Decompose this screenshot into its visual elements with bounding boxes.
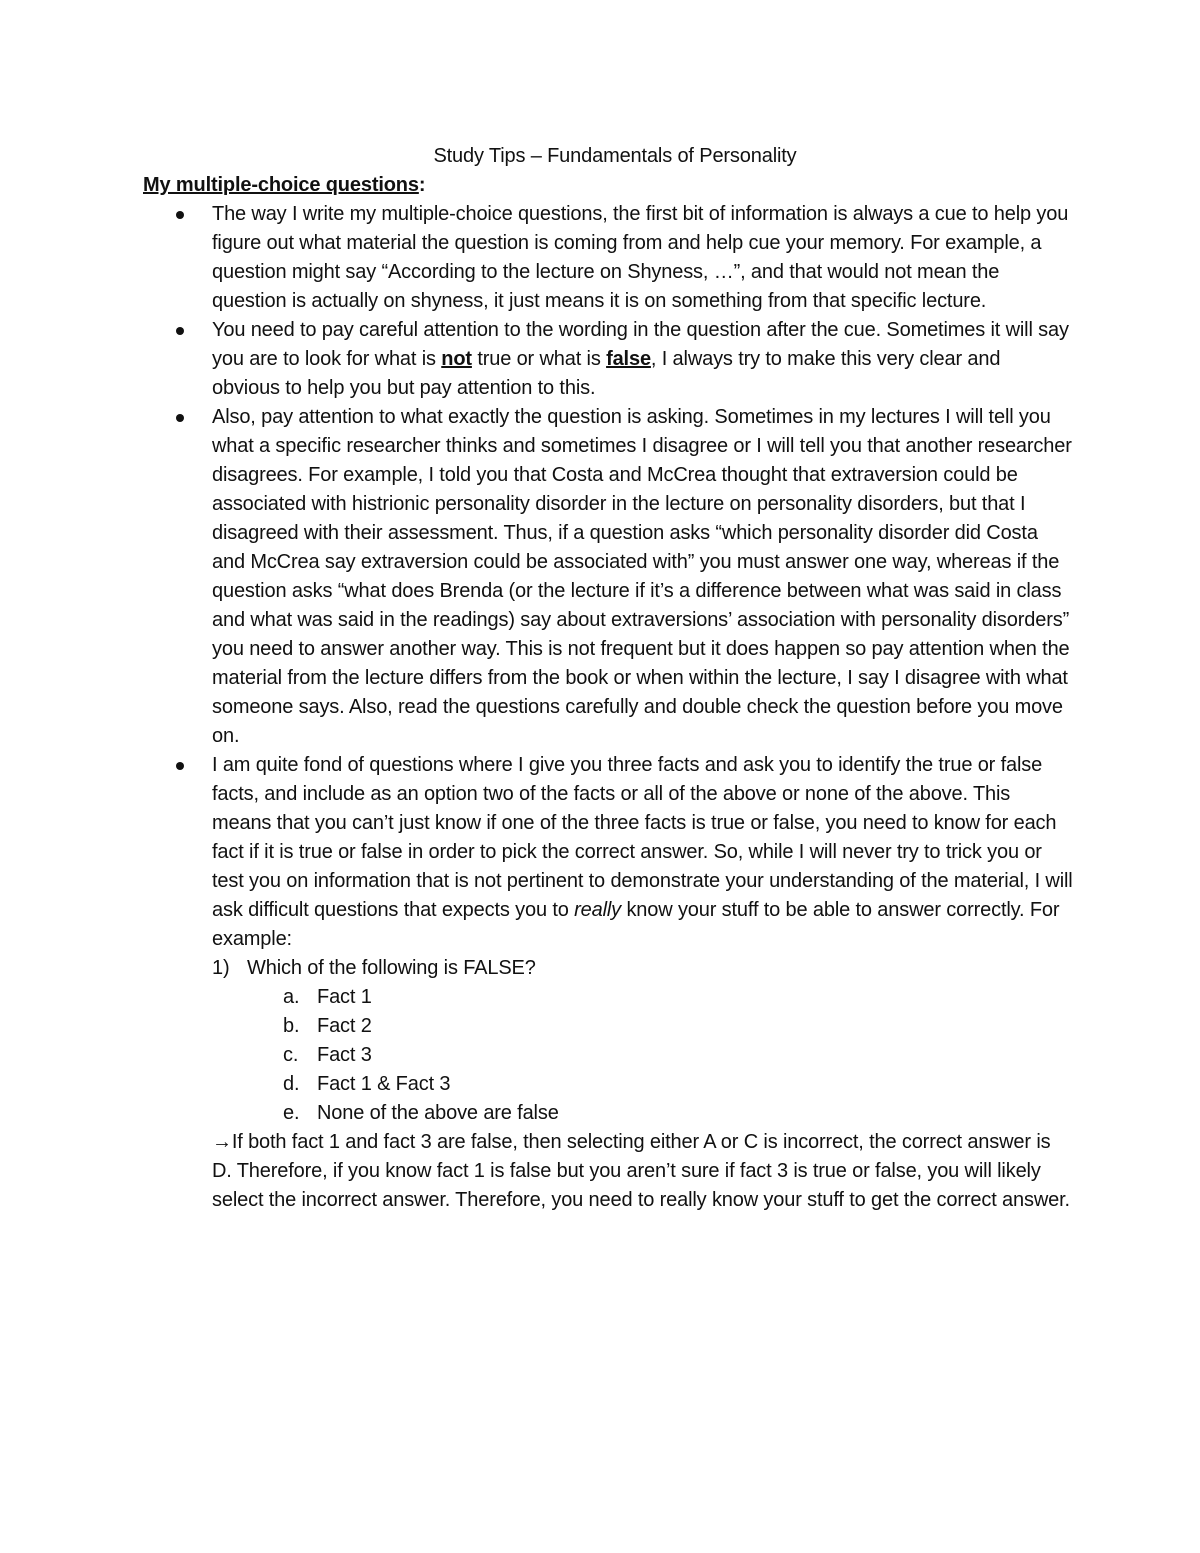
bullet-icon (176, 327, 184, 335)
bullet-icon (176, 211, 184, 219)
tip-text: Also, pay attention to what exactly the question is asking. Sometimes in my lectures I will tell you what a specific researcher thinks and sometimes I disagree or I will tell you that another researcher disagrees. For example, I told you that Costa and McCrea thought that extraversion could be associated with histrionic personality disorder in the lecture on personality disorders, but that I disagreed with their assessment. Thus, if a question asks “which personality disorder did Costa and McCrea say extraversion could be associated with” you must answer one way, whereas if the question asks “what does Brenda (or the lecture if it’s a difference between what was said in class and what was said in the readings) say about extraversions’ association with personality disorders” you need to answer another way. This is not frequent but it does happen so pay attention when the material from the lecture differs from the book or when within the lecture, I say I disagree with what someone says. Also, read the questions carefully and double check the question before you move on. (212, 406, 1072, 747)
emphasis-false: false (606, 348, 651, 370)
tip-text-part: true or what is (471, 348, 607, 370)
emphasis-not: not (441, 348, 472, 370)
answer-option (212, 1099, 1073, 1128)
option-letter: d. (283, 1073, 300, 1095)
option-letter: e. (283, 1102, 300, 1124)
answer-option (212, 983, 1073, 1012)
emphasis-really: really (574, 899, 622, 921)
answer-options (212, 983, 1073, 1128)
arrow-right-icon: → (212, 1131, 232, 1153)
option-letter: b. (283, 1015, 300, 1037)
tip-item (143, 403, 1073, 751)
explanation-text: If both fact 1 and fact 3 are false, then selecting either A or C is incorrect, the correct answer is D. Therefore, if you know fact 1 is false but you aren’t sure if fact 3 is true or false, you will likely select the incorrect answer. Therefore, you need to really know your stuff to get the correct answer. (212, 1131, 1070, 1211)
tip-item (143, 316, 1073, 403)
tip-text-part: You need to pay careful attention to the wording in the question after the cue. Sometimes it will say you are to look for what is (212, 319, 1069, 370)
tip-text: The way I write my multiple-choice questions, the first bit of information is always a cue to help you figure out what material the question is coming from and help cue your memory. For example, a question might say “According to the lecture on Shyness, …”, and that would not mean the question is actually on shyness, it just means it is on something from that specific lecture. (212, 203, 1069, 312)
tip-item (143, 200, 1073, 316)
section-heading-colon: : (418, 174, 426, 196)
section-heading-text: My multiple-choice questions (143, 174, 419, 196)
tip-text-part: know your stuff to be able to answer correctly. For example: (212, 899, 1060, 950)
document-title: Study Tips – Fundamentals of Personality (433, 145, 797, 167)
question-number: 1) (212, 957, 230, 979)
question-text: Which of the following is FALSE? (247, 957, 536, 979)
option-letter: c. (283, 1044, 299, 1066)
bullet-icon (176, 414, 184, 422)
section-heading (143, 171, 1073, 200)
tips-list (143, 200, 1073, 1215)
example-question (212, 954, 1073, 983)
document-body (143, 142, 1073, 1215)
option-text: Fact 2 (317, 1015, 372, 1037)
tip-item (143, 751, 1073, 1215)
answer-option (212, 1070, 1073, 1099)
option-text: None of the above are false (317, 1102, 559, 1124)
option-text: Fact 1 & Fact 3 (317, 1073, 451, 1095)
option-text: Fact 1 (317, 986, 372, 1008)
tip-text-part: I am quite fond of questions where I give you three facts and ask you to identify the true or false facts, and include as an option two of the facts or all of the above or none of the above. This means that you can’t just know if one of the three facts is true or false, you need to know for each fact if it is true or false in order to pick the correct answer. So, while I will never try to trick you or test you on information that is not pertinent to demonstrate your understanding of the material, I will ask difficult questions that expects you to (212, 754, 1073, 921)
answer-option (212, 1012, 1073, 1041)
bullet-icon (176, 762, 184, 770)
tip-text-part: , I always try to make this very clear and obvious to help you but pay attention to this. (212, 348, 1001, 399)
option-text: Fact 3 (317, 1044, 372, 1066)
explanation (212, 1128, 1073, 1215)
option-letter: a. (283, 986, 300, 1008)
answer-option (212, 1041, 1073, 1070)
